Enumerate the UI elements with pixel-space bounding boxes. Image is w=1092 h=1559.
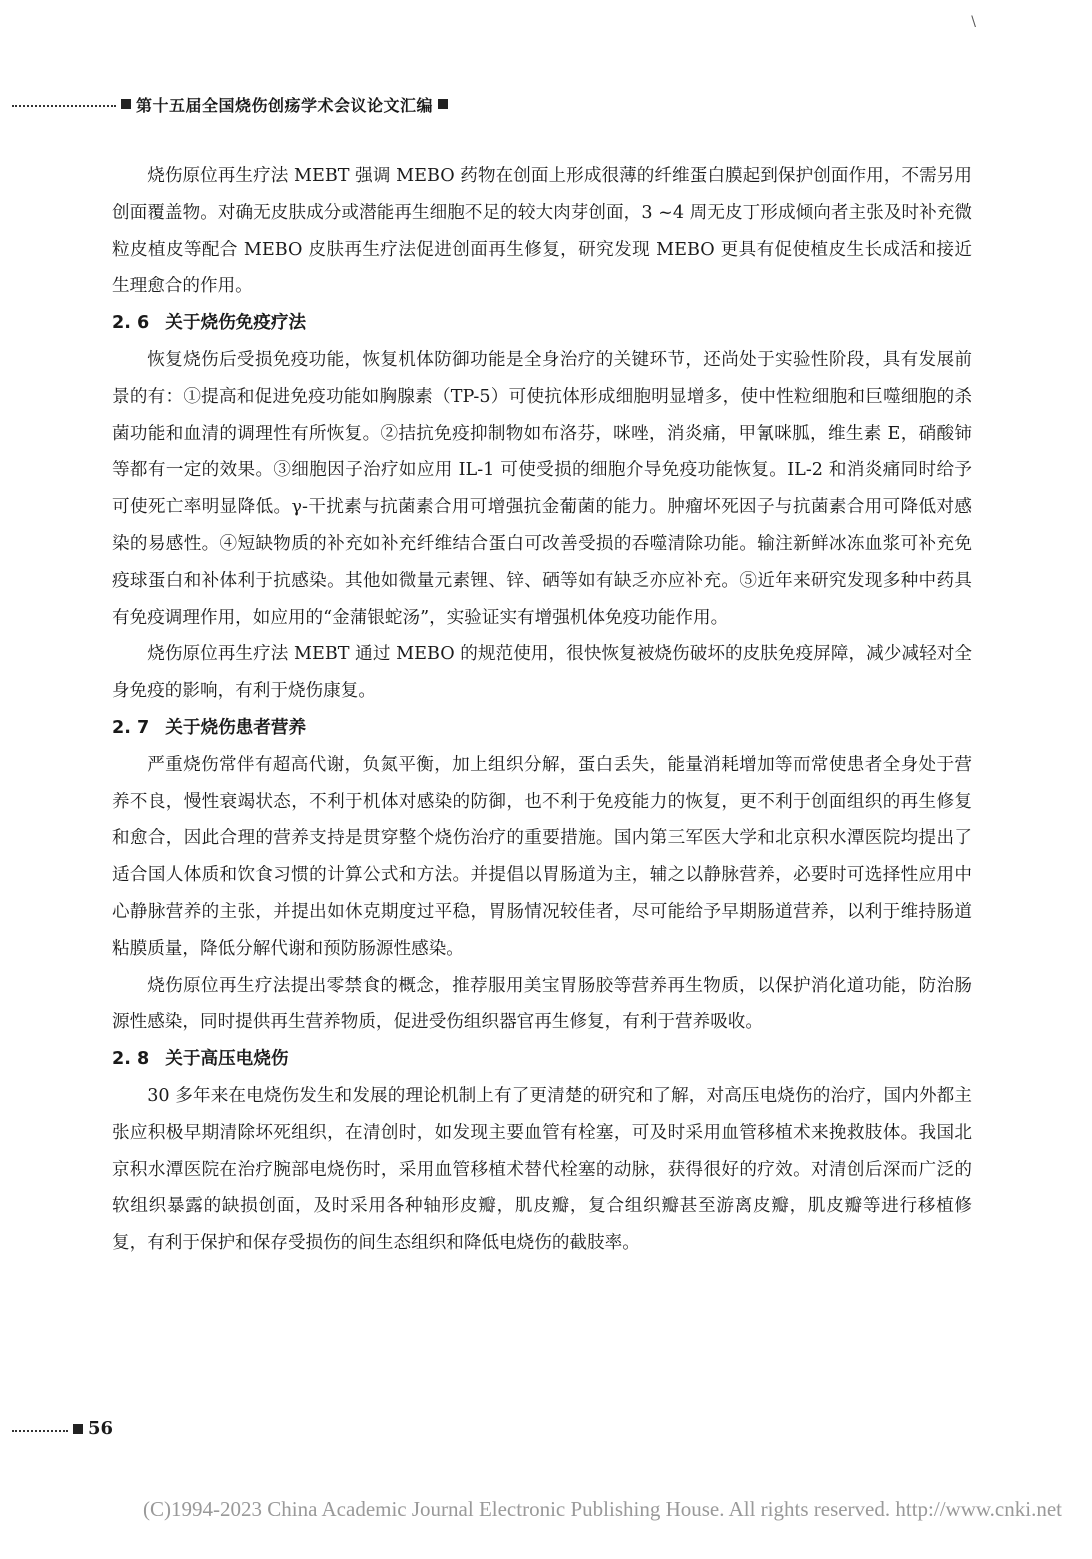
- paragraph: 烧伤原位再生疗法 MEBT 强调 MEBO 药物在创面上形成很薄的纤维蛋白膜起到保护创面作用，不需另用创面覆盖物。对确无皮肤成分或潜能再生细胞不足的较大肉芽创面，3 ~4 周无皮丁形成倾向者主张及时补充微粒皮植皮等配合 MEBO 皮肤再生疗法促进创面再生修复，研究发现 MEBO 更具有促使植皮生长成活和接近生理愈合的作用。: [112, 166, 972, 297]
- paragraph: 恢复烧伤后受损免疫功能，恢复机体防御功能是全身治疗的关键环节，还尚处于实验性阶段，具有发展前景的有：①提高和促进免疫功能如胸腺素（TP-5）可使抗体形成细胞明显增多，使中性粒细胞和巨噬细胞的杀菌功能和血清的调理性有所恢复。②拮抗免疫抑制物如布洛芬，咪唑，消炎痛，甲氰咪胍，维生素 E，硝酸铈等都有一定的效果。③细胞因子治疗如应用 IL-1 可使受损的细胞介导免疫功能恢复。IL-2 和消炎痛同时给予可使死亡率明显降低。γ-干扰素与抗菌素合用可增强抗金葡菌的能力。肿瘤坏死因子与抗菌素合用可降低对感染的易感性。④短缺物质的补充如补充纤维结合蛋白可改善受损的吞噬清除功能。输注新鲜冰冻血浆可补充免疫球蛋白和补体利于抗感染。其他如微量元素锂、锌、硒等如有缺乏亦应补充。⑤近年来研究发现多种中药具有免疫调理作用，如应用的“金蒲银蛇汤”，实验证实有增强机体免疫功能作用。: [112, 349, 972, 628]
- section-title: 关于烧伤免疫疗法: [165, 313, 307, 334]
- paragraph: 烧伤原位再生疗法 MEBT 通过 MEBO 的规范使用，很快恢复被烧伤破坏的皮肤免疫屏障，减少减轻对全身免疫的影响，有利于烧伤康复。: [112, 644, 972, 702]
- page-number: 56: [88, 1418, 114, 1439]
- section-number: 2. 7: [112, 717, 150, 738]
- square-bullet-icon: [438, 99, 448, 109]
- corner-mark: \: [971, 14, 976, 30]
- section-heading: [112, 305, 972, 342]
- section-number: 2. 8: [112, 1049, 150, 1070]
- section-heading: [112, 710, 972, 747]
- page-footer: [12, 1418, 113, 1439]
- section-heading: [112, 1041, 972, 1078]
- article-body: [112, 158, 972, 1262]
- square-bullet-icon: [73, 1424, 83, 1434]
- copyright-watermark: [0, 1497, 1092, 1522]
- paragraph: 30 多年来在电烧伤发生和发展的理论机制上有了更清楚的研究和了解，对高压电烧伤的治疗，国内外都主张应积极早期清除坏死组织，在清创时，如发现主要血管有栓塞，可及时采用血管移植术来挽救肢体。我国北京积水潭医院在治疗腕部电烧伤时，采用血管移植术替代栓塞的动脉，获得很好的疗效。对清创后深而广泛的软组织暴露的缺损创面，及时采用各种轴形皮瓣，肌皮瓣，复合组织瓣甚至游离皮瓣，肌皮瓣等进行移植修复，有利于保护和保存受损伤的间生态组织和降低电烧伤的截肢率。: [112, 1085, 972, 1254]
- copyright-text: (C)1994-2023 China Academic Journal Electronic Publishing House. All rights reserved. http://www.cnki.net: [143, 1497, 1062, 1521]
- paragraph: 烧伤原位再生疗法提出零禁食的概念，推荐服用美宝胃肠胶等营养再生物质，以保护消化道功能，防治肠源性感染，同时提供再生营养物质，促进受伤组织器官再生修复，有利于营养吸收。: [112, 975, 972, 1033]
- header-dots: [12, 105, 116, 107]
- section-number: 2. 6: [112, 313, 150, 334]
- section-title: 关于烧伤患者营养: [165, 717, 307, 738]
- header-title: 第十五届全国烧伤创疡学术会议论文汇编: [136, 95, 434, 115]
- paragraph: 严重烧伤常伴有超高代谢，负氮平衡，加上组织分解，蛋白丢失，能量消耗增加等而常使患者全身处于营养不良，慢性衰竭状态，不利于机体对感染的防御，也不利于免疫能力的恢复，更不利于创面组织的再生修复和愈合，因此合理的营养支持是贯穿整个烧伤治疗的重要措施。国内第三军医大学和北京积水潭医院均提出了适合国人体质和饮食习惯的计算公式和方法。并提倡以胃肠道为主，辅之以静脉营养，必要时可选择性应用中心静脉营养的主张，并提出如休克期度过平稳，胃肠情况较佳者，尽可能给予早期肠道营养，以利于维持肠道粘膜质量，降低分解代谢和预防肠源性感染。: [112, 754, 972, 959]
- running-header: [12, 92, 612, 116]
- section-title: 关于高压电烧伤: [165, 1049, 289, 1070]
- footer-dots: [12, 1430, 68, 1432]
- square-bullet-icon: [121, 99, 131, 109]
